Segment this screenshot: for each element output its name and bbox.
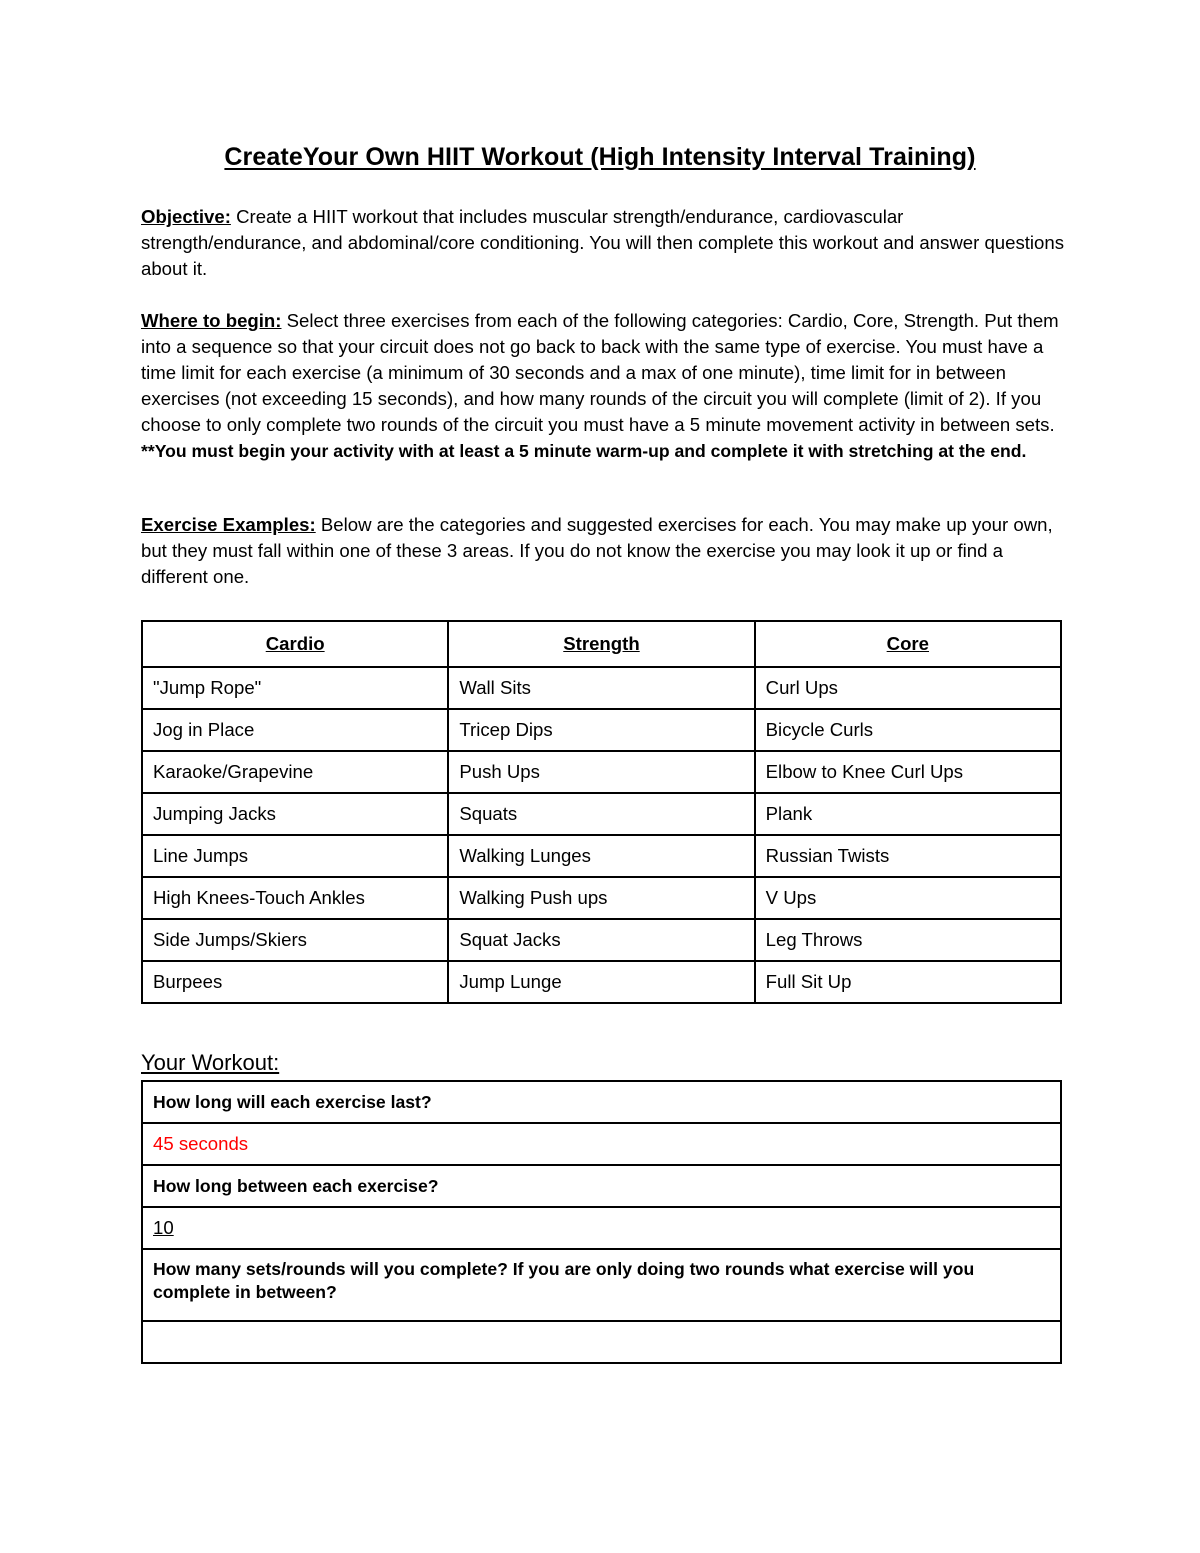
objective-paragraph	[141, 204, 1066, 282]
core-cell: Plank	[755, 793, 1061, 835]
header-cardio: Cardio	[142, 621, 448, 667]
warmup-note: **You must begin your activity with at least a 5 minute warm-up and complete it with stretching at the end.	[141, 441, 1027, 461]
rounds-answer[interactable]	[142, 1321, 1061, 1363]
workout-question-row	[142, 1165, 1061, 1207]
core-cell: Curl Ups	[755, 667, 1061, 709]
exercise-table-header-row	[142, 621, 1061, 667]
table-row	[142, 877, 1061, 919]
table-row	[142, 709, 1061, 751]
cardio-cell: Side Jumps/Skiers	[142, 919, 448, 961]
exercise-examples-text: Below are the categories and suggested exercises for each. You may make up your own, but they must fall within one of these 3 areas. If you do not know the exercise you may look it up or find a different one.	[141, 514, 1053, 587]
cardio-cell: "Jump Rope"	[142, 667, 448, 709]
exercise-examples-paragraph	[141, 512, 1066, 590]
page-title: CreateYour Own HIIT Workout (High Intensity Interval Training)	[224, 143, 976, 171]
strength-cell: Squats	[448, 793, 754, 835]
strength-cell: Walking Lunges	[448, 835, 754, 877]
strength-cell: Jump Lunge	[448, 961, 754, 1003]
your-workout-heading: Your Workout:	[141, 1050, 280, 1075]
core-cell: Elbow to Knee Curl Ups	[755, 751, 1061, 793]
cardio-cell: High Knees-Touch Ankles	[142, 877, 448, 919]
core-cell: Russian Twists	[755, 835, 1061, 877]
exercise-table	[141, 620, 1062, 1004]
core-cell: Leg Throws	[755, 919, 1061, 961]
table-row	[142, 835, 1061, 877]
rest-duration-question: How long between each exercise?	[142, 1165, 1061, 1207]
where-to-begin-paragraph	[141, 308, 1066, 464]
objective-label: Objective:	[141, 206, 231, 227]
where-to-begin-text: Select three exercises from each of the following categories: Cardio, Core, Strength. Put them into a sequence so that your circuit does not go back to back with the same type of exercise. You must have a time limit for each exercise (a minimum of 30 seconds and a max of one minute), time limit for in between exercises (not exceeding 15 seconds), and how many rounds of the circuit you will complete (limit of 2). If you choose to only complete two rounds of the circuit you must have a 5 minute movement activity in between sets.	[141, 310, 1059, 435]
cardio-cell: Jog in Place	[142, 709, 448, 751]
table-row	[142, 667, 1061, 709]
workout-question-row	[142, 1081, 1061, 1123]
strength-cell: Tricep Dips	[448, 709, 754, 751]
strength-cell: Push Ups	[448, 751, 754, 793]
rest-duration-answer: 10	[153, 1217, 174, 1238]
table-row	[142, 793, 1061, 835]
rounds-question: How many sets/rounds will you complete? If you are only doing two rounds what exercise will you complete in between?	[142, 1249, 1061, 1321]
strength-cell: Wall Sits	[448, 667, 754, 709]
exercise-examples-label: Exercise Examples:	[141, 514, 316, 535]
table-row	[142, 961, 1061, 1003]
strength-cell: Squat Jacks	[448, 919, 754, 961]
workout-answer-row	[142, 1321, 1061, 1363]
header-strength: Strength	[448, 621, 754, 667]
exercise-duration-question: How long will each exercise last?	[142, 1081, 1061, 1123]
rest-duration-answer-cell[interactable]	[142, 1207, 1061, 1249]
workout-table	[141, 1080, 1062, 1364]
core-cell: Full Sit Up	[755, 961, 1061, 1003]
cardio-cell: Jumping Jacks	[142, 793, 448, 835]
table-row	[142, 751, 1061, 793]
workout-answer-row	[142, 1207, 1061, 1249]
exercise-duration-answer[interactable]: 45 seconds	[142, 1123, 1061, 1165]
core-cell: Bicycle Curls	[755, 709, 1061, 751]
core-cell: V Ups	[755, 877, 1061, 919]
cardio-cell: Line Jumps	[142, 835, 448, 877]
strength-cell: Walking Push ups	[448, 877, 754, 919]
objective-text: Create a HIIT workout that includes muscular strength/endurance, cardiovascular strength/endurance, and abdominal/core conditioning. You will then complete this workout and answer questions about it.	[141, 206, 1065, 279]
where-to-begin-label: Where to begin:	[141, 310, 282, 331]
workout-question-row	[142, 1249, 1061, 1321]
cardio-cell: Burpees	[142, 961, 448, 1003]
table-row	[142, 919, 1061, 961]
workout-answer-row	[142, 1123, 1061, 1165]
cardio-cell: Karaoke/Grapevine	[142, 751, 448, 793]
header-core: Core	[755, 621, 1061, 667]
